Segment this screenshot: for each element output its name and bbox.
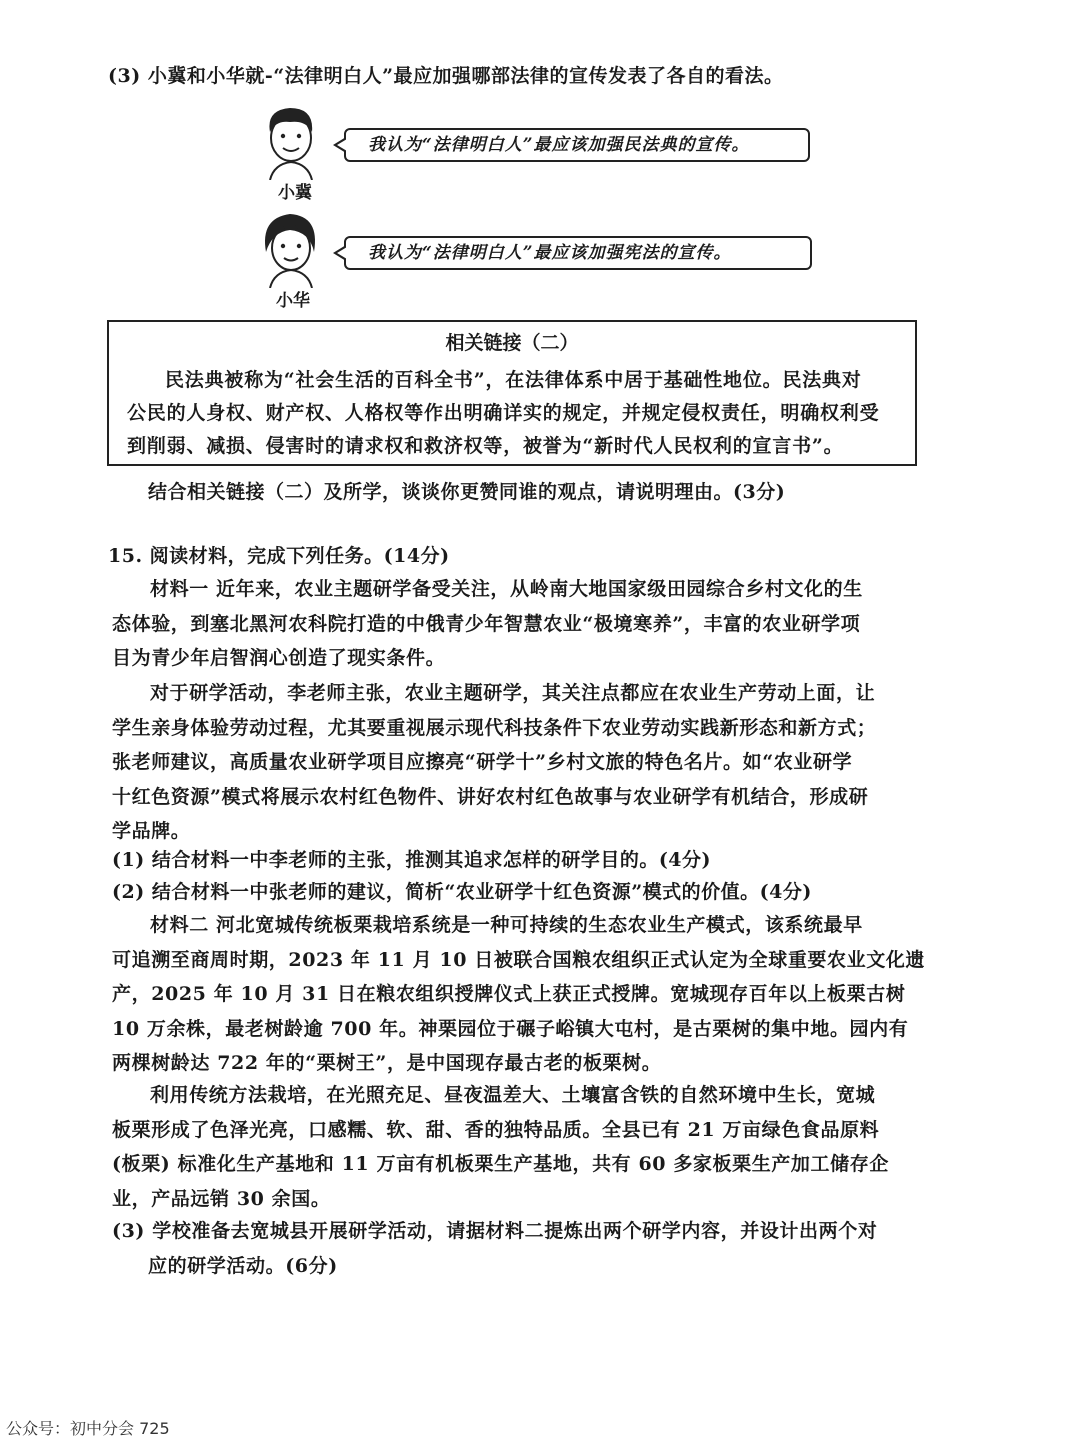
boy-avatar-icon: [256, 102, 326, 180]
material-line: 材料一 近年来，农业主题研学备受关注，从岭南大地国家级田园综合乡村文化的生: [150, 578, 863, 600]
q15-task1: (1) 结合材料一中李老师的主张，推测其追求怎样的研学目的。(4分): [112, 849, 712, 871]
related-link-title: 相关链接（二）: [445, 332, 579, 354]
q15-material2-p2: [112, 1078, 889, 1216]
material-line: 十红色资源”模式将展示农村红色物件、讲好农村红色故事与农业研学有机结合，形成研: [112, 785, 869, 808]
q15-material2: [112, 908, 925, 1081]
material-line: 态体验，到塞北黑河农科院打造的中俄青少年智慧农业“极境寒养”，丰富的农业研学项: [112, 612, 861, 635]
related-link-line: 到削弱、减损、侵害时的请求权和救济权等，被誉为“新时代人民权利的宣言书”。: [127, 435, 844, 457]
material-line: 利用传统方法栽培，在光照充足、昼夜温差大、土壤富含铁的自然环境中生长，宽城: [150, 1084, 876, 1106]
material-line: 对于研学活动，李老师主张，农业主题研学，其关注点都应在农业生产劳动上面，让: [150, 682, 876, 704]
related-link-line: 民法典被称为“社会生活的百科全书”，在法律体系中居于基础性地位。民法典对: [165, 369, 862, 391]
q15-heading: 15. 阅读材料，完成下列任务。(14分): [108, 545, 450, 567]
material-line: 业，产品远销 30 余国。: [112, 1187, 331, 1210]
material-line: (板栗) 标准化生产基地和 11 万亩有机板栗生产基地，共有 60 多家板栗生产加工储存企: [112, 1153, 889, 1176]
q15-task2: (2) 结合材料一中张老师的建议，简析“农业研学十红色资源”模式的价值。(4分): [112, 881, 812, 903]
speech-text-1: 我认为“法律明白人”最应该加强民法典的宣传。: [368, 135, 750, 155]
q15-material1-p2: [112, 676, 876, 849]
material-line: 10 万余株，最老树龄逾 700 年。神栗园位于碾子峪镇大屯村，是古栗树的集中地。园内有: [112, 1017, 909, 1040]
speaker-name-2: 小华: [276, 291, 310, 311]
material-line: 板栗形成了色泽光亮，口感糯、软、甜、香的独特品质。全县已有 21 万亩绿色食品原料: [112, 1118, 880, 1141]
task3-line: (3) 学校准备去宽城县开展研学活动，请据材料二提炼出两个研学内容，并设计出两个对: [112, 1220, 878, 1242]
material-line: 学生亲身体验劳动过程，尤其要重视展示现代科技条件下农业劳动实践新形态和新方式；: [112, 716, 877, 739]
girl-avatar-icon: [256, 208, 326, 288]
q14-3-task: 结合相关链接（二）及所学，谈谈你更赞同谁的观点，请说明理由。(3分): [148, 481, 786, 503]
speech-bubble-2: [344, 236, 812, 270]
related-link-body: [127, 364, 879, 463]
material-line: 学品牌。: [112, 820, 191, 843]
material-line: 可追溯至商周时期，2023 年 11 月 10 日被联合国粮农组织正式认定为全球重要农业文化遗: [112, 948, 926, 971]
material-line: 目为青少年启智润心创造了现实条件。: [112, 647, 446, 670]
related-link-box: [107, 320, 917, 466]
footer-caption: 公众号：初中分会 725: [6, 1419, 170, 1438]
material-line: 张老师建议，高质量农业研学项目应擦亮“研学十”乡村文旅的特色名片。如“农业研学: [112, 751, 853, 774]
speaker-name-1: 小冀: [278, 183, 312, 203]
speech-text-2: 我认为“法律明白人”最应该加强宪法的宣传。: [368, 243, 732, 263]
related-link-line: 公民的人身权、财产权、人格权等作出明确详实的规定，并规定侵权责任，明确权利受: [127, 402, 880, 424]
material-line: 材料二 河北宽城传统板栗栽培系统是一种可持续的生态农业生产模式，该系统最早: [150, 914, 863, 936]
task3-line: 应的研学活动。(6分): [148, 1254, 338, 1277]
q15-task3: [112, 1214, 877, 1283]
material-line: 产，2025 年 10 月 31 日在粮农组织授牌仪式上获正式授牌。宽城现存百年以上板栗古树: [112, 983, 906, 1006]
q14-3-intro: (3) 小冀和小华就-“法律明白人”最应加强哪部法律的宣传发表了各自的看法。: [108, 65, 784, 87]
material-line: 两棵树龄达 722 年的“栗树王”，是中国现存最古老的板栗树。: [112, 1052, 662, 1075]
q15-material1: [112, 572, 863, 676]
speech-bubble-1: [344, 128, 810, 162]
